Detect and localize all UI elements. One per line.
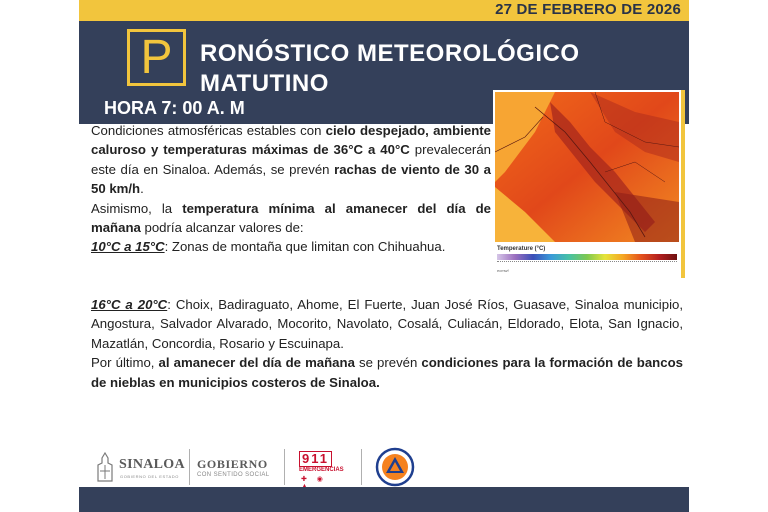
paragraph-fog: Por último, al amanecer del día de mañana se prevén condiciones para la formación de bancos de nieblas en municipios costeros de Sinaloa. <box>91 355 683 390</box>
temperature-map-image <box>495 92 679 242</box>
logo-divider <box>361 449 362 485</box>
forecast-text-lower <box>91 295 683 392</box>
emergencias-label: EMERGENCIAS <box>299 467 344 473</box>
temperature-map <box>493 90 685 278</box>
logo-divider <box>284 449 285 485</box>
map-color-scale <box>497 254 677 260</box>
paragraph-conditions: Condiciones atmosféricas estables con cielo despejado, ambiente caluroso y temperaturas máximas de 36°C a 40°C prevalecerán este día en Sinaloa. Además, se prevén rachas de viento de 30 a 50 km/h. <box>91 123 491 197</box>
sinaloa-logo-text: SINALOA <box>119 457 185 472</box>
logo-strip <box>79 443 689 493</box>
map-legend-title: Temperature (°C) <box>497 246 546 252</box>
sinaloa-logo-subtitle: GOBIERNO DEL ESTADO <box>120 474 179 479</box>
footer-band <box>79 487 689 512</box>
paragraph-minimum: Asimismo, la temperatura mínima al amanecer del día de mañana podría alcanzar valores de: <box>91 200 491 236</box>
title-line-1: RONÓSTICO METEOROLÓGICO <box>200 40 580 67</box>
gobierno-logo-text: GOBIERNO <box>197 457 268 471</box>
date-label: 27 DE FEBRERO DE 2026 <box>495 1 681 18</box>
range-municipalities: 16°C a 20°C: Choix, Badiraguato, Ahome, El Fuerte, Juan José Ríos, Guasave, Sinaloa municipio, Angostura, Salvador Alvarado, Mocorito, Navolato, Cosalá, Culiacán, Eldorado, Elota, San Ignacio, Mazatlán, Concordia, Rosario y Escuinapa. <box>91 297 683 351</box>
logo-divider <box>189 449 190 485</box>
range-mountain: 10°C a 15°C: Zonas de montaña que limitan con Chihuahua. <box>91 239 446 255</box>
title-line-2: MATUTINO <box>200 70 329 97</box>
emergencias-911-logo <box>299 451 343 485</box>
sinaloa-emblem-icon <box>95 451 115 483</box>
forecast-card <box>79 0 689 512</box>
gobierno-logo-subtitle: CON SENTIDO SOCIAL <box>197 472 270 478</box>
emergency-services-icon: ✚ ◉ <box>301 476 327 483</box>
map-source: ecmwf <box>497 268 509 273</box>
forecast-text-upper <box>91 121 491 257</box>
emergency-number: 911 <box>299 451 332 467</box>
title-initial-box <box>127 29 186 86</box>
time-label: HORA 7: 00 A. M <box>104 98 245 118</box>
map-scale-ticks <box>497 261 677 265</box>
title-initial: P <box>140 31 173 84</box>
proteccion-civil-icon <box>375 447 415 487</box>
date-band <box>79 0 689 21</box>
